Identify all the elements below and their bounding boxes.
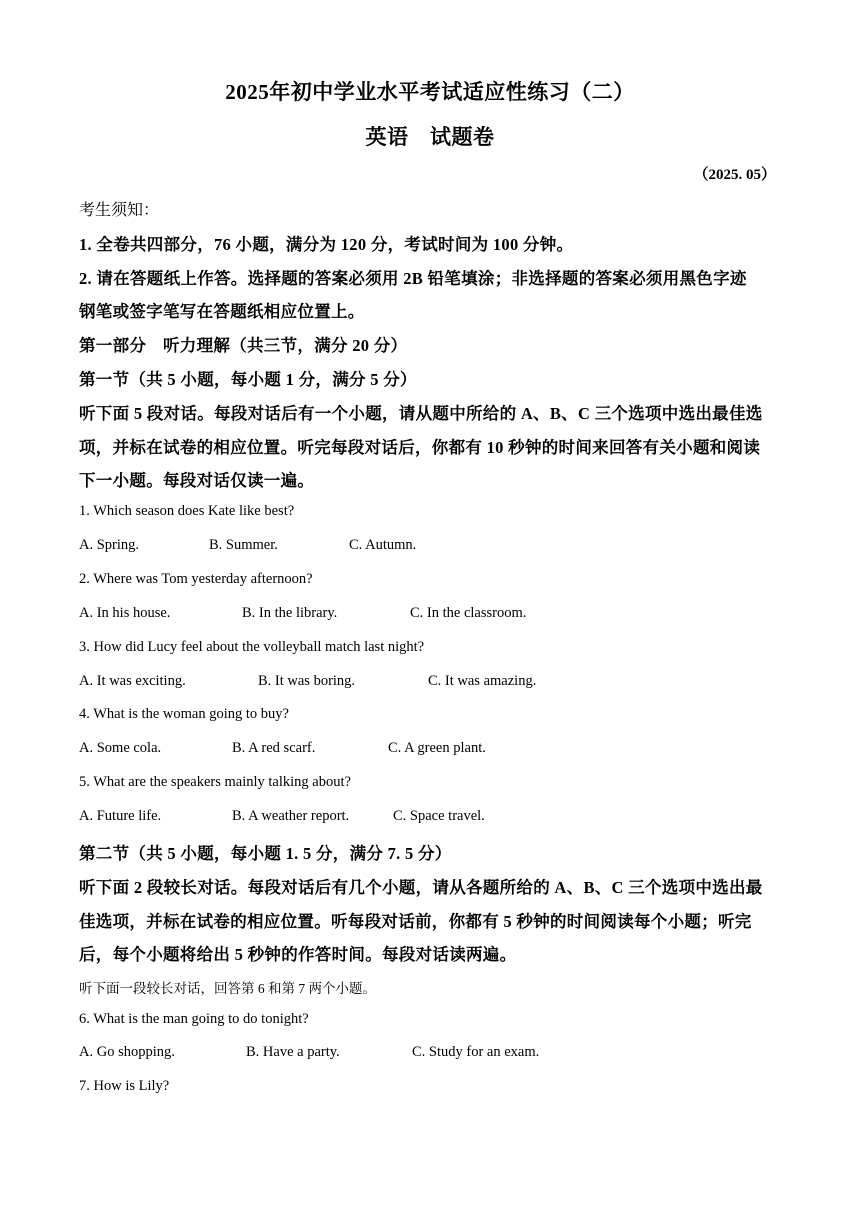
question-6: 6. What is the man going to do tonight?: [79, 1011, 309, 1027]
question-3-option-a: A. It was exciting.: [79, 673, 186, 689]
question-5-option-a: A. Future life.: [79, 808, 162, 824]
notice-item-1: 1. 全卷共四部分，76 小题，满分为 120 分，考试时间为 100 分钟。: [79, 235, 574, 254]
question-4: 4. What is the woman going to buy?: [79, 706, 289, 722]
question-6-option-b: B. Have a party.: [246, 1044, 340, 1060]
question-6-option-a: A. Go shopping.: [79, 1044, 175, 1060]
question-3-option-b: B. It was boring.: [258, 673, 356, 689]
section-1-instruction-line-2: 项，并标在试卷的相应位置。听完每段对话后，你都有 10 秒钟的时间来回答有关小题和阅读: [79, 438, 761, 457]
notice-item-2-line-2: 钢笔或签字笔写在答题纸相应位置上。: [79, 302, 365, 321]
question-4-option-b: B. A red scarf.: [232, 740, 316, 756]
section-1-instruction-line-3: 下一小题。每段对话仅读一遍。: [79, 471, 315, 490]
section-2-instruction-line-3: 后，每个小题将给出 5 秒钟的作答时间。每段对话读两遍。: [79, 945, 517, 964]
question-5: 5. What are the speakers mainly talking about?: [79, 774, 351, 790]
exam-date: （2025. 05）: [693, 167, 776, 183]
question-1-option-a: A. Spring.: [79, 537, 140, 553]
section-2-sub-instruction: 听下面一段较长对话，回答第 6 和第 7 两个小题。: [79, 981, 376, 996]
question-4-option-a: A. Some cola.: [79, 740, 162, 756]
question-7: 7. How is Lily?: [79, 1078, 170, 1094]
section-2-heading: 第二节（共 5 小题，每小题 1. 5 分，满分 7. 5 分）: [79, 844, 452, 863]
question-2-option-c: C. In the classroom.: [410, 605, 527, 621]
question-5-option-b: B. A weather report.: [232, 808, 350, 824]
question-2-option-b: B. In the library.: [242, 605, 338, 621]
question-1: 1. Which season does Kate like best?: [79, 503, 295, 519]
question-3-option-c: C. It was amazing.: [428, 673, 537, 689]
question-1-option-b: B. Summer.: [209, 537, 278, 553]
question-1-option-c: C. Autumn.: [349, 537, 417, 553]
question-4-option-c: C. A green plant.: [388, 740, 486, 756]
question-2: 2. Where was Tom yesterday afternoon?: [79, 571, 313, 587]
exam-title: 2025年初中学业水平考试适应性练习（二）: [225, 80, 635, 104]
question-3: 3. How did Lucy feel about the volleyball match last night?: [79, 639, 425, 655]
section-1-heading: 第一节（共 5 小题，每小题 1 分，满分 5 分）: [79, 370, 417, 389]
question-5-option-c: C. Space travel.: [393, 808, 485, 824]
notice-heading: 考生须知：: [79, 202, 160, 219]
notice-item-2-line-1: 2. 请在答题纸上作答。选择题的答案必须用 2B 铅笔填涂；非选择题的答案必须用黑色字迹: [79, 269, 747, 288]
question-2-option-a: A. In his house.: [79, 605, 171, 621]
part-1-heading: 第一部分 听力理解（共三节，满分 20 分）: [79, 336, 408, 355]
exam-subtitle: 英语 试题卷: [365, 125, 495, 149]
question-6-option-c: C. Study for an exam.: [412, 1044, 540, 1060]
section-2-instruction-line-2: 佳选项，并标在试卷的相应位置。听每段对话前，你都有 5 秒钟的时间阅读每个小题；听完: [79, 912, 752, 931]
section-1-instruction-line-1: 听下面 5 段对话。每段对话后有一个小题，请从题中所给的 A、B、C 三个选项中选出最佳选: [79, 404, 763, 423]
section-2-instruction-line-1: 听下面 2 段较长对话。每段对话后有几个小题，请从各题所给的 A、B、C 三个选项中选出最: [79, 878, 763, 897]
